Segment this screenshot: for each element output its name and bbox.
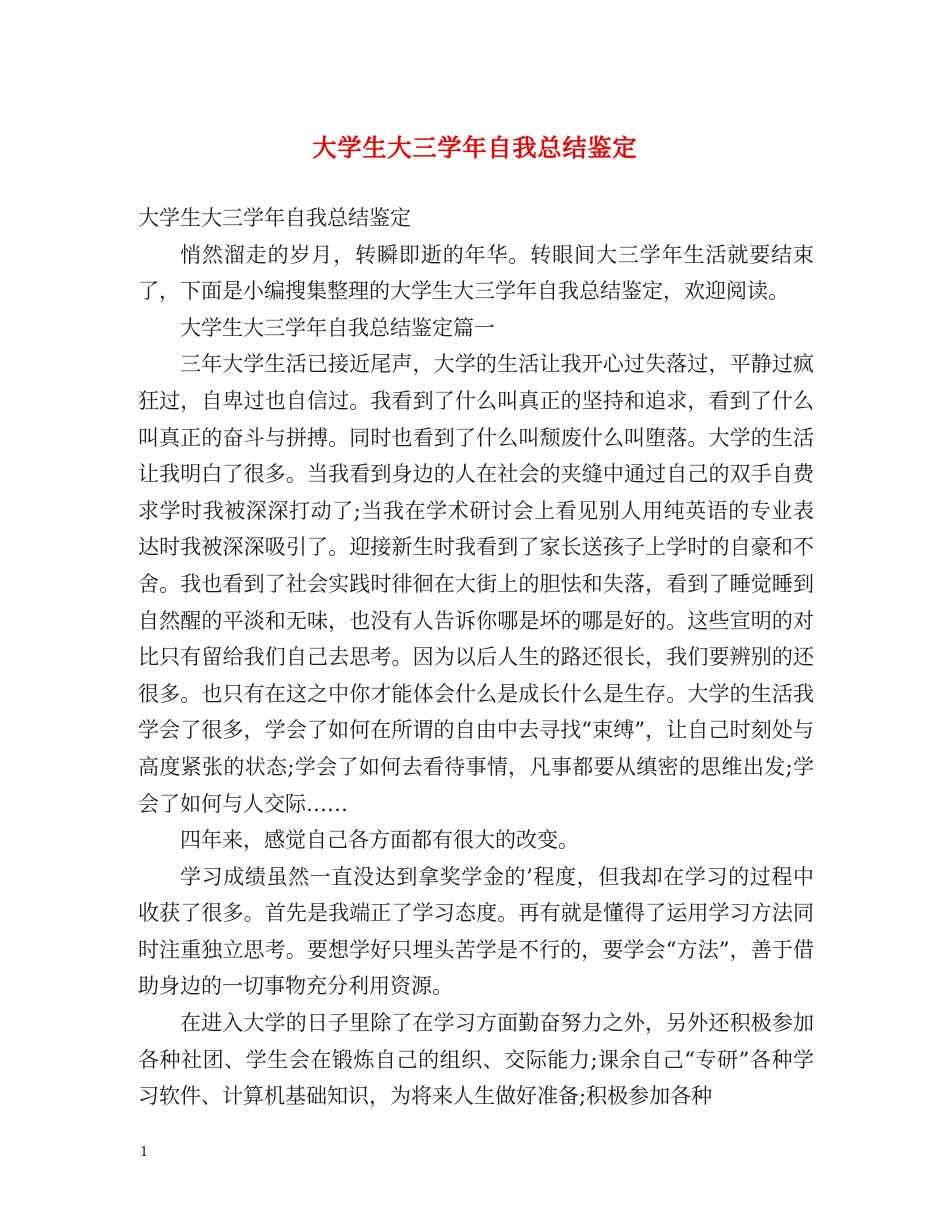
paragraph: 三年大学生活已接近尾声，大学的生活让我开心过失落过，平静过疯狂过，自卑过也自信过。我看到了什么叫真正的坚持和追求，看到了什么叫真正的奋斗与拼搏。同时也看到了什么叫颓废什么叫堕落。大学的生活让我明白了很多。当我看到身边的人在社会的夹缝中通过自己的双手自费求学时我被深深打动了;当我在学术研讨会上看见别人用纯英语的专业表达时我被深深吸引了。迎接新生时我看到了家长送孩子上学时的自豪和不舍。我也看到了社会实践时徘徊在大街上的胆怯和失落，看到了睡觉睡到自然醒的平淡和无味，也没有人告诉你哪是坏的哪是好的。这些宣明的对比只有留给我们自己去思考。因为以后人生的路还很长，我们要辨别的还很多。也只有在这之中你才能体会什么是成长什么是生存。大学的生活我学会了很多，学会了如何在所谓的自由中去寻找“束缚”，让自己时刻处与高度紧张的状态;学会了如何去看待事情，凡事都要从缜密的思维出发;学会了如何与人交际…… (138, 352, 814, 816)
paragraph: 在进入大学的日子里除了在学习方面勤奋努力之外，另外还积极参加各种社团、学生会在锻炼自己的组织、交际能力;课余自己“专研”各种学习软件、计算机基础知识，为将来人生做好准备;积极参加各种 (138, 1011, 814, 1109)
document-body (138, 200, 814, 1115)
paragraph: 悄然溜走的岁月，转瞬即逝的年华。转眼间大三学年生活就要结束了，下面是小编搜集整理的大学生大三学年自我总结鉴定，欢迎阅读。 (138, 242, 814, 304)
paragraph: 学习成绩虽然一直没达到拿奖学金的’程度，但我却在学习的过程中收获了很多。首先是我端正了学习态度。再有就是懂得了运用学习方法同时注重独立思考。要想学好只埋头苦学是不行的，要学会“方法”，善于借助身边的一切事物充分利用资源。 (138, 864, 814, 999)
paragraph: 大学生大三学年自我总结鉴定篇一 (180, 315, 495, 340)
page-number: 1 (140, 1145, 149, 1160)
paragraph: 大学生大三学年自我总结鉴定 (138, 206, 411, 230)
paragraph: 四年来，感觉自己各方面都有很大的改变。 (180, 828, 579, 853)
document-title: 大学生大三学年自我总结鉴定 (312, 133, 638, 162)
